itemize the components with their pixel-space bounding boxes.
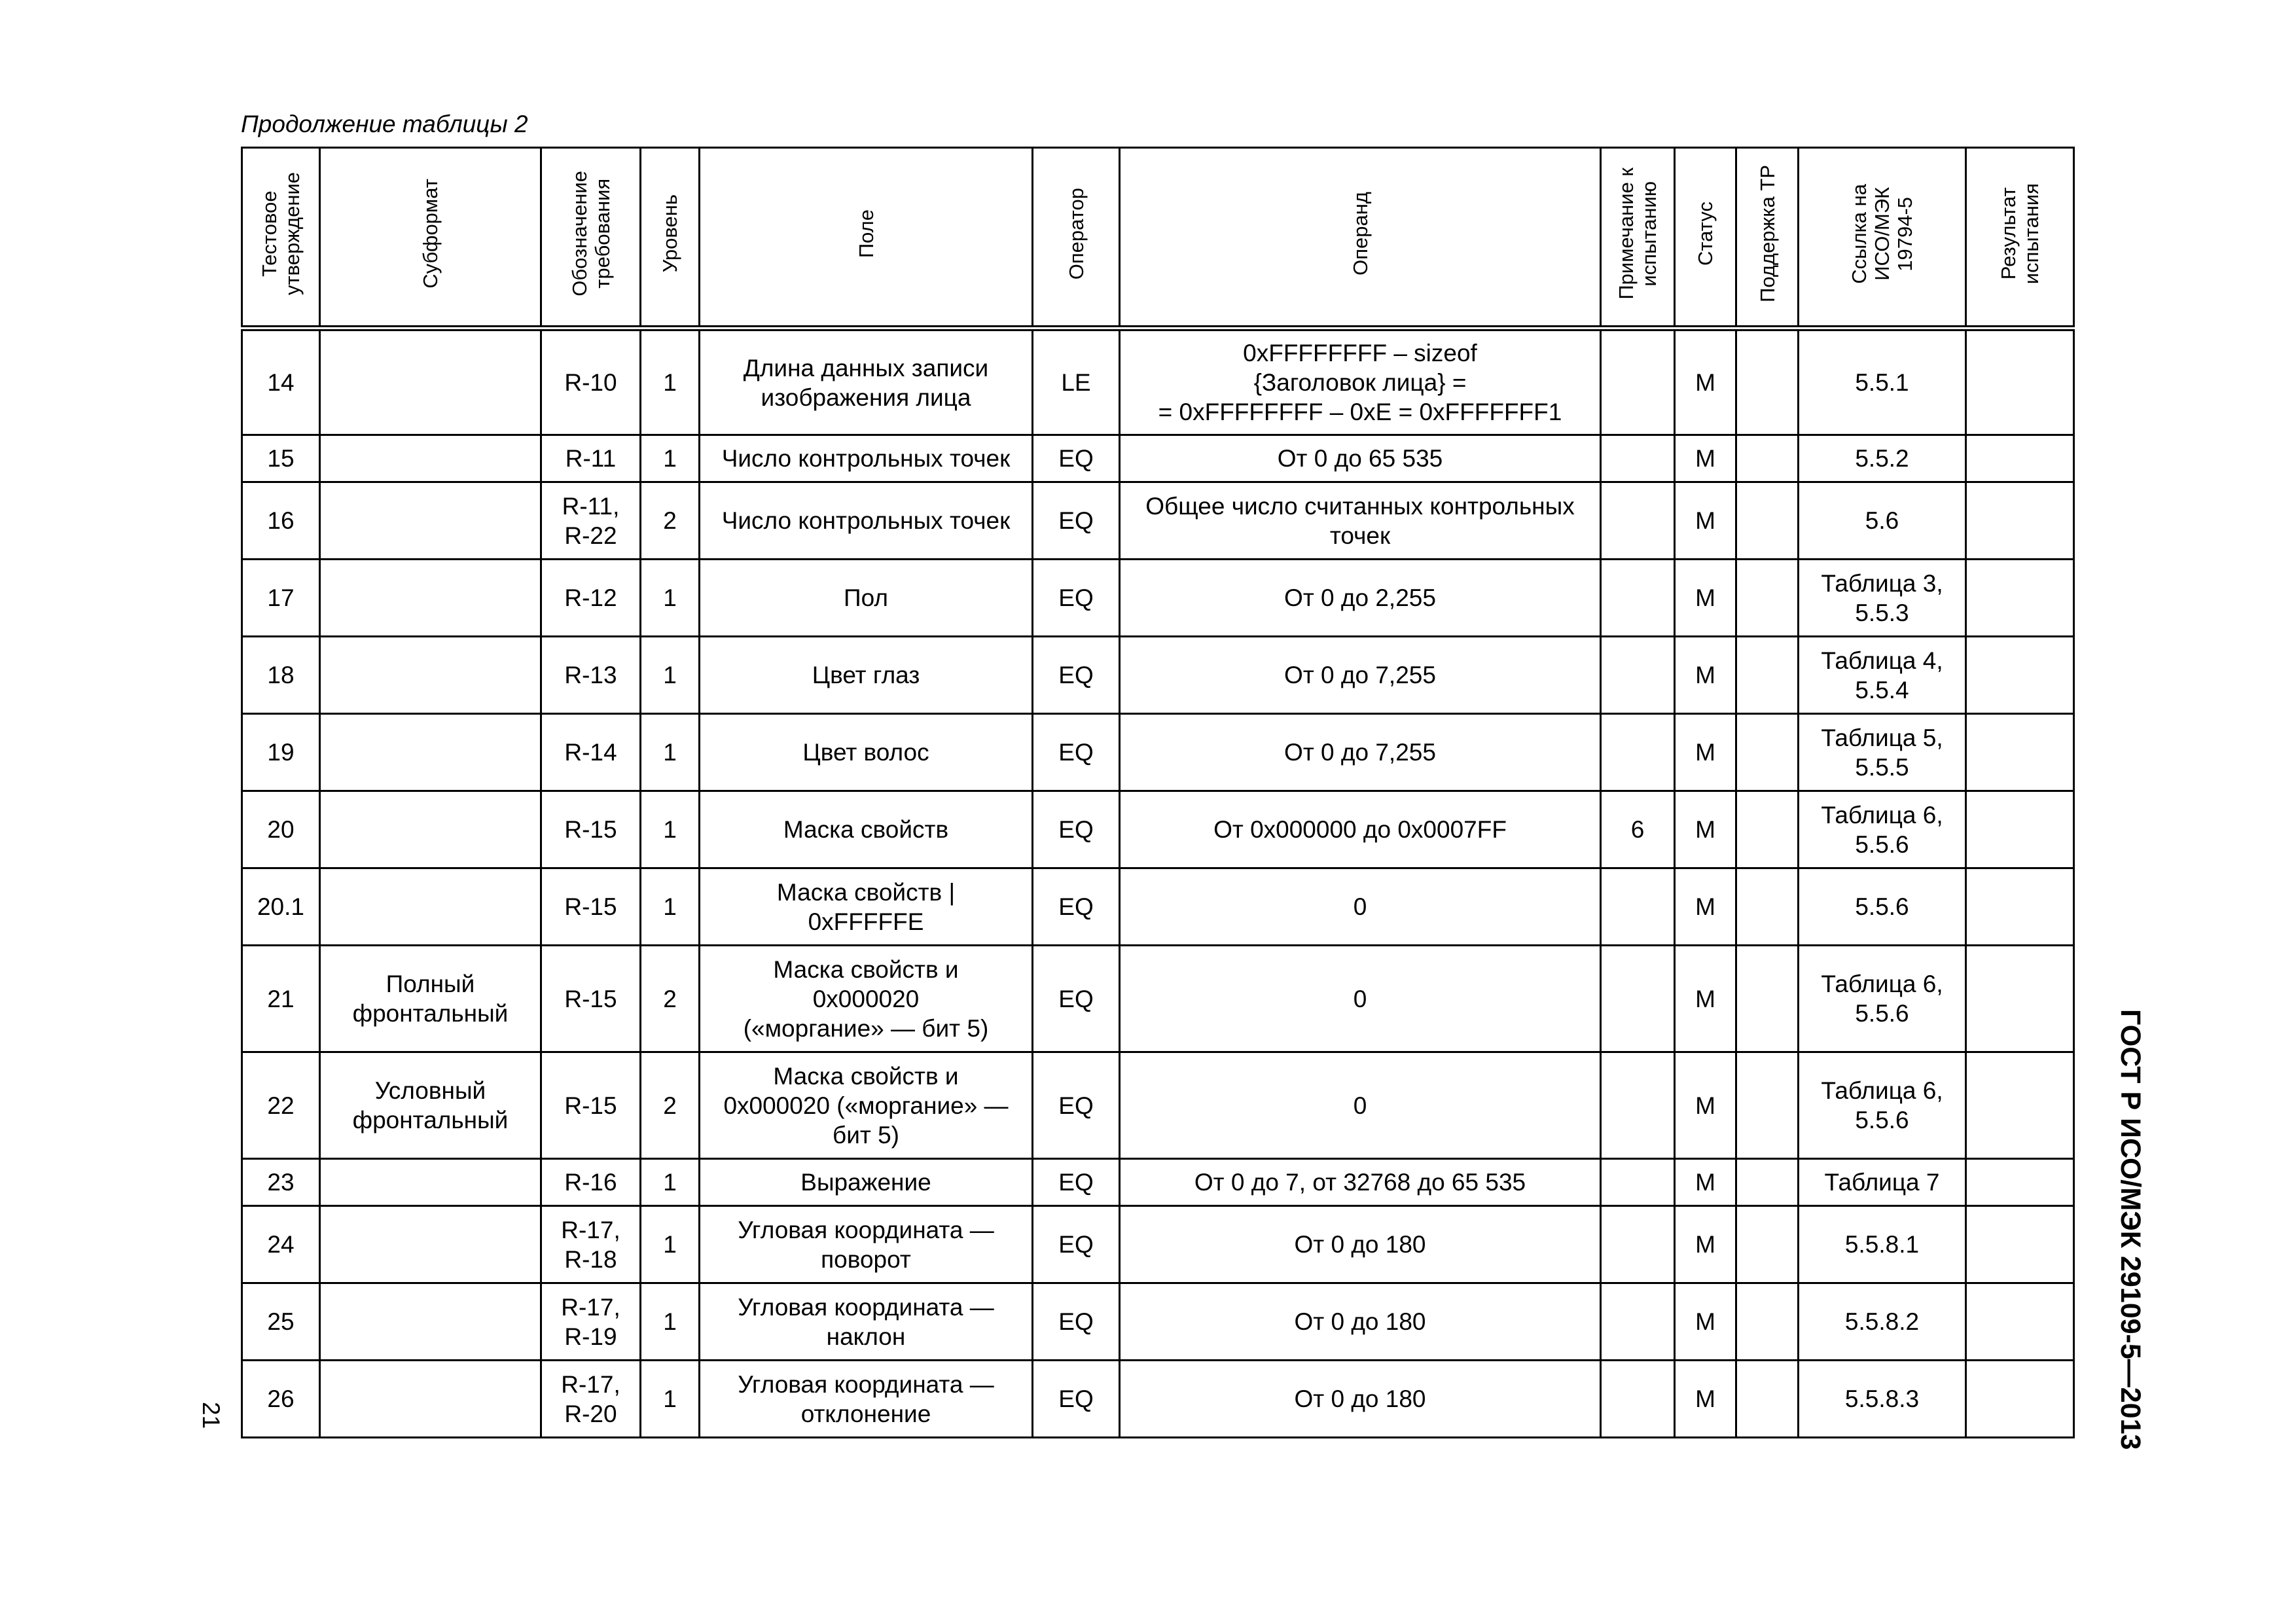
table-cell: 24 [242, 1206, 320, 1283]
table-cell: Число контрольных точек [700, 435, 1033, 482]
table-cell [1966, 1052, 2074, 1159]
table-cell: EQ [1033, 946, 1120, 1052]
table-cell: Таблица 6, 5.5.6 [1799, 946, 1966, 1052]
table-cell: 20.1 [242, 868, 320, 946]
table-cell [1736, 1052, 1799, 1159]
table-cell [1966, 435, 2074, 482]
table-cell: Маска свойств и 0x000020 («моргание» — бит 5) [700, 946, 1033, 1052]
table-cell: 26 [242, 1361, 320, 1438]
table-cell [320, 1206, 541, 1283]
table-cell: Угловая координата — наклон [700, 1283, 1033, 1361]
table-cell: 0 [1120, 868, 1601, 946]
table-cell [1736, 791, 1799, 868]
table-cell: M [1675, 868, 1736, 946]
table-cell [1966, 714, 2074, 791]
table-cell: R-13 [541, 637, 641, 714]
table-cell [1736, 1206, 1799, 1283]
table-cell [1736, 714, 1799, 791]
table-cell: 2 [641, 1052, 700, 1159]
table-cell: 1 [641, 435, 700, 482]
column-header: Субформат [320, 148, 541, 329]
table-cell [320, 1159, 541, 1206]
table-cell: M [1675, 1159, 1736, 1206]
table-cell [1966, 946, 2074, 1052]
table-cell: M [1675, 714, 1736, 791]
table-cell: R-15 [541, 868, 641, 946]
table-cell: 19 [242, 714, 320, 791]
column-header: Поддержка ТР [1736, 148, 1799, 329]
table-header-row [242, 148, 2074, 329]
table-cell: R-15 [541, 946, 641, 1052]
table-cell [1601, 482, 1675, 560]
table-cell: От 0 до 2,255 [1120, 560, 1601, 637]
table-cell: 6 [1601, 791, 1675, 868]
table-row [242, 1159, 2074, 1206]
table-cell: 2 [641, 946, 700, 1052]
table-cell [1966, 560, 2074, 637]
column-header: Результат испытания [1966, 148, 2074, 329]
table-cell: От 0x000000 до 0x0007FF [1120, 791, 1601, 868]
table-cell: R-15 [541, 1052, 641, 1159]
table-cell: От 0 до 7, от 32768 до 65 535 [1120, 1159, 1601, 1206]
table-cell: M [1675, 1052, 1736, 1159]
table-cell: 1 [641, 329, 700, 435]
table-cell [1601, 1361, 1675, 1438]
table-cell [1601, 637, 1675, 714]
column-header: Оператор [1033, 148, 1120, 329]
table-cell: R-17, R-20 [541, 1361, 641, 1438]
table-cell: 0xFFFFFFFF – sizeof {Заголовок лица} = = 0xFFFFFFFF – 0xE = 0xFFFFFFF1 [1120, 329, 1601, 435]
page-number: 21 [198, 1402, 224, 1429]
table-cell: LE [1033, 329, 1120, 435]
table-cell [1736, 560, 1799, 637]
table-cell: От 0 до 7,255 [1120, 714, 1601, 791]
table-cell: 5.5.6 [1799, 868, 1966, 946]
table-cell [1736, 868, 1799, 946]
column-header: Уровень [641, 148, 700, 329]
table-cell: R-10 [541, 329, 641, 435]
table-cell: R-14 [541, 714, 641, 791]
table-row [242, 560, 2074, 637]
table-cell: R-16 [541, 1159, 641, 1206]
table-cell: EQ [1033, 1283, 1120, 1361]
column-header: Обозначение требования [541, 148, 641, 329]
table-row [242, 714, 2074, 791]
table-cell [1966, 1206, 2074, 1283]
table-cell: 25 [242, 1283, 320, 1361]
table-cell: 20 [242, 791, 320, 868]
table-cell: 14 [242, 329, 320, 435]
table-cell: Таблица 6, 5.5.6 [1799, 791, 1966, 868]
table-cell: 1 [641, 868, 700, 946]
table-cell: 1 [641, 1159, 700, 1206]
table-cell: 5.5.8.2 [1799, 1283, 1966, 1361]
table-cell: M [1675, 435, 1736, 482]
table-cell: 0 [1120, 946, 1601, 1052]
table-cell: 16 [242, 482, 320, 560]
table-cell: M [1675, 482, 1736, 560]
table-cell: 5.5.1 [1799, 329, 1966, 435]
table-cell: Выражение [700, 1159, 1033, 1206]
table-caption: Продолжение таблицы 2 [241, 111, 528, 137]
table-cell: 1 [641, 1206, 700, 1283]
table-cell [1601, 435, 1675, 482]
table-cell: R-11 [541, 435, 641, 482]
table-cell: Цвет волос [700, 714, 1033, 791]
table-cell [1601, 1052, 1675, 1159]
table-cell [1601, 714, 1675, 791]
table-cell: Маска свойств [700, 791, 1033, 868]
table-cell: EQ [1033, 1206, 1120, 1283]
table-cell: EQ [1033, 560, 1120, 637]
table-cell: 23 [242, 1159, 320, 1206]
requirements-table [241, 147, 2075, 1438]
table-cell: От 0 до 180 [1120, 1206, 1601, 1283]
table-body [242, 329, 2074, 1438]
table-cell [1736, 435, 1799, 482]
table-row [242, 637, 2074, 714]
table-cell: 5.5.2 [1799, 435, 1966, 482]
table-cell [320, 714, 541, 791]
table-cell: Пол [700, 560, 1033, 637]
table-cell: M [1675, 791, 1736, 868]
table-cell [1966, 482, 2074, 560]
table-cell: M [1675, 1206, 1736, 1283]
column-header: Поле [700, 148, 1033, 329]
table-cell [1966, 791, 2074, 868]
table-cell [320, 435, 541, 482]
table-cell [1966, 1159, 2074, 1206]
table-cell: 1 [641, 791, 700, 868]
table-cell: Таблица 6, 5.5.6 [1799, 1052, 1966, 1159]
table-cell: Цвет глаз [700, 637, 1033, 714]
table-cell: EQ [1033, 435, 1120, 482]
table-cell: M [1675, 637, 1736, 714]
table-cell: Угловая координата — поворот [700, 1206, 1033, 1283]
table-cell: 2 [641, 482, 700, 560]
table-cell: От 0 до 180 [1120, 1361, 1601, 1438]
table-row [242, 329, 2074, 435]
table-cell: От 0 до 7,255 [1120, 637, 1601, 714]
table-cell: M [1675, 1361, 1736, 1438]
table-cell: M [1675, 560, 1736, 637]
table-cell [1601, 1159, 1675, 1206]
table-cell: EQ [1033, 868, 1120, 946]
table-cell: Таблица 3, 5.5.3 [1799, 560, 1966, 637]
table-cell: 18 [242, 637, 320, 714]
table-cell: EQ [1033, 1159, 1120, 1206]
table-row [242, 1206, 2074, 1283]
table-cell [1966, 1283, 2074, 1361]
table-cell: Маска свойств и 0x000020 («моргание» — бит 5) [700, 1052, 1033, 1159]
table-cell: M [1675, 946, 1736, 1052]
table-cell [1966, 637, 2074, 714]
column-header: Операнд [1120, 148, 1601, 329]
table-cell: Таблица 4, 5.5.4 [1799, 637, 1966, 714]
table-cell [320, 791, 541, 868]
table-row [242, 1052, 2074, 1159]
table-row [242, 791, 2074, 868]
table-cell: R-12 [541, 560, 641, 637]
table-cell: 0 [1120, 1052, 1601, 1159]
table-cell [1601, 329, 1675, 435]
column-header: Тестовое утверждение [242, 148, 320, 329]
table-cell [1601, 868, 1675, 946]
table-cell: R-15 [541, 791, 641, 868]
table-cell: 5.5.8.1 [1799, 1206, 1966, 1283]
table-cell: 1 [641, 1361, 700, 1438]
table-cell: Угловая координата — отклонение [700, 1361, 1033, 1438]
table-cell [1736, 1283, 1799, 1361]
table-cell: R-17, R-19 [541, 1283, 641, 1361]
table-cell [1966, 1361, 2074, 1438]
table-cell: Таблица 7 [1799, 1159, 1966, 1206]
table-cell [1736, 637, 1799, 714]
table-cell: 22 [242, 1052, 320, 1159]
table-cell: M [1675, 329, 1736, 435]
table-cell: От 0 до 180 [1120, 1283, 1601, 1361]
table-cell: 1 [641, 637, 700, 714]
table-cell: Длина данных записи изображения лица [700, 329, 1033, 435]
table-row [242, 435, 2074, 482]
table-cell: M [1675, 1283, 1736, 1361]
table-cell: EQ [1033, 1052, 1120, 1159]
column-header: Примечание к испытанию [1601, 148, 1675, 329]
table-cell [1736, 1361, 1799, 1438]
table-cell [1966, 329, 2074, 435]
table-cell: R-11, R-22 [541, 482, 641, 560]
table-cell: 17 [242, 560, 320, 637]
table-row [242, 868, 2074, 946]
table-cell [1601, 1206, 1675, 1283]
table-cell [320, 560, 541, 637]
table-cell: 21 [242, 946, 320, 1052]
table-cell: EQ [1033, 482, 1120, 560]
table-cell: R-17, R-18 [541, 1206, 641, 1283]
table-cell [1601, 1283, 1675, 1361]
table-cell: Общее число считанных контрольных точек [1120, 482, 1601, 560]
table-cell [1736, 329, 1799, 435]
table-cell: От 0 до 65 535 [1120, 435, 1601, 482]
table-cell: EQ [1033, 637, 1120, 714]
table-cell [1736, 482, 1799, 560]
table-cell: 1 [641, 560, 700, 637]
table-cell: Полный фронтальный [320, 946, 541, 1052]
table-cell: 1 [641, 1283, 700, 1361]
table-cell: Условный фронтальный [320, 1052, 541, 1159]
table-cell [320, 482, 541, 560]
table-cell: 5.5.8.3 [1799, 1361, 1966, 1438]
table-cell: 5.6 [1799, 482, 1966, 560]
table-row [242, 1283, 2074, 1361]
table-cell [320, 329, 541, 435]
table-cell: EQ [1033, 791, 1120, 868]
table-row [242, 946, 2074, 1052]
table-cell: Число контрольных точек [700, 482, 1033, 560]
table-cell: 1 [641, 714, 700, 791]
column-header: Ссылка на ИСО/МЭК 19794-5 [1799, 148, 1966, 329]
table-cell: 15 [242, 435, 320, 482]
table-row [242, 482, 2074, 560]
table-cell [1736, 1159, 1799, 1206]
column-header: Статус [1675, 148, 1736, 329]
table-cell: Маска свойств | 0xFFFFFE [700, 868, 1033, 946]
table-cell: Таблица 5, 5.5.5 [1799, 714, 1966, 791]
table-cell [1601, 560, 1675, 637]
table-cell [1601, 946, 1675, 1052]
table-cell [320, 1283, 541, 1361]
table-cell [320, 1361, 541, 1438]
table-cell: EQ [1033, 1361, 1120, 1438]
table-row [242, 1361, 2074, 1438]
table-cell [1966, 868, 2074, 946]
table-cell [320, 637, 541, 714]
table-cell [1736, 946, 1799, 1052]
table-cell: EQ [1033, 714, 1120, 791]
table-cell [320, 868, 541, 946]
document-title: ГОСТ Р ИСО/МЭК 29109-5—2013 [2115, 1009, 2146, 1450]
